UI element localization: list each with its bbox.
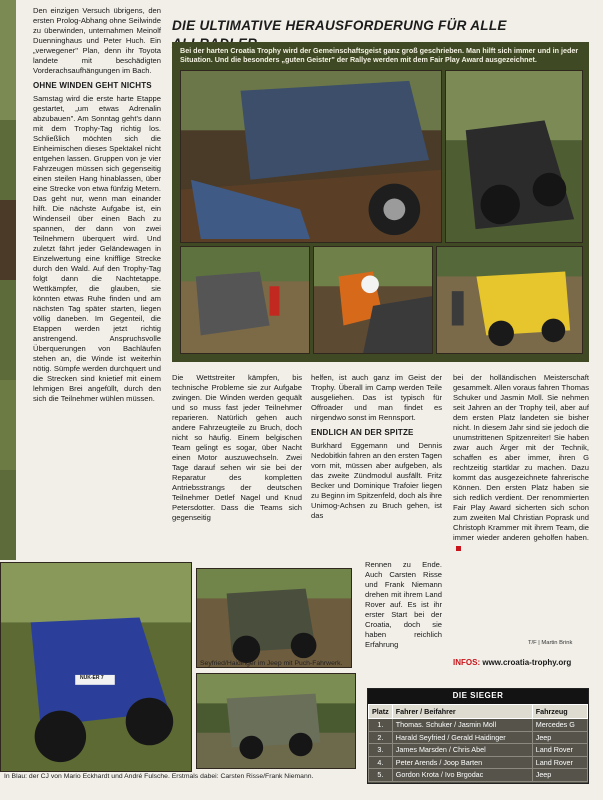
row-driver: Peter Arends / Joop Barten: [392, 756, 532, 769]
photo-rollover-team: [180, 246, 310, 354]
photo-quad-bike: [445, 70, 583, 243]
license-plate: NUK-ER 7: [80, 675, 104, 681]
intro-paragraph: Den einzigen Versuch übrigens, den ersten Prolog-Abhang ohne Seilwinde zu überwinden, unternahmen Meinolf Duenninghaus und Peter Huch. Ein „verwegener" Plan, denn ihr Toyota landete mit beschädigten Vorderachsaufhängungen im Bach.: [33, 6, 161, 76]
winches-paragraph: Samstag wird die erste harte Etappe gestartet, „um etwas Adrenalin abzubauen". Am Sonntag geht's dann mit dem Trophy-Tag richtig los. Schließlich möchten sich die Einheimischen dieses Spektakel nicht entgehen lassen. Gruppen von je vier Fahrzeugen müssen sich gegenseitig einen steilen Hang hinablassen, über eine Strecke von etwa fünfzig Metern. Das geht nur, wenn man einander hilft. Die nächste Aufgabe ist, ein Windenseil über einen Bach zu spannen, der dann von zwei Teilnehmern überquert wird. Und zuletzt fährt jeder Geländewagen in Einzelwertung eine knifflige Strecke durch den Wald. Auf den Trophy-Tag folgt dann die Nachtetappe. Wettkämpfer, die glauben, sie könnten etwas Ruhe finden und am nächsten Tag später starten, liegen völlig daneben. Im Gegenteil, die Etappen werden jetzt richtig anstrengend. Anspruchsvolle Überquerungen von Bachläufen stehen an, die Winde ist weiterhin nötig. Sümpfe werden durchquert und die Strecken sind knietief mit einem lehmigen Brei angefüllt, durch den sich die Teilnehmer wühlen müssen.: [33, 93, 161, 404]
row-driver: Thomas. Schuker / Jasmin Moll: [392, 719, 532, 732]
photo-seyfried-jeep: [196, 568, 352, 668]
top-photo-caption: Bei der harten Croatia Trophy wird der Gemeinschaftsgeist ganz groß geschrieben. Man hilft sich immer und in jeder Situation. Und die besonders „guten Geister" der Rallye werden mit dem Fair Play Award ausgezeichnet.: [180, 46, 579, 65]
row-place: 1.: [369, 719, 393, 732]
table-header-row: [369, 704, 588, 719]
table-row: [369, 769, 588, 782]
table-row: [369, 744, 588, 757]
left-edge-photo: [0, 0, 16, 560]
column-3-paragraph-2: Burkhard Eggemann und Dennis Nedobitkin fahren an den ersten Tagen vorn mit, müssen aber aufgeben, als das zweite Zündmodul ausfällt. Fritz Becker und Dominique Trafoier liegen zu Beginn im Spitzenfeld, doch als ihre Unimog-Achsen zu Bruch gehen, ist das: [311, 440, 442, 520]
row-vehicle: Jeep: [532, 731, 587, 744]
bottom-caption: In Blau: der CJ von Mario Eckhardt und André Fulsche. Erstmals dabei: Carsten Risse/Frank Niemann.: [4, 773, 314, 780]
infos-line: [453, 658, 571, 669]
row-driver: James Marsden / Chris Abel: [392, 744, 532, 757]
photo-credit: T/F | Martin Brink: [528, 640, 573, 646]
row-place: 3.: [369, 744, 393, 757]
column-2-paragraph: Die Wettstreiter kämpfen, bis technische Probleme sie zur Aufgabe zwingen. Die Winden werden gequält und so muss fast jeder Teilnehmer reparieren. Natürlich gehen auch andere Fahrzeugteile zu Bruch, doch nicht so häufig. Einem belgischen Team gelingt es sogar, über Nacht einen Motor auszuwechseln. Zwei Tage darauf sehen wir sie bei der Reparatur des kompletten Antriebsstrangs der deutschen Teilnehmer Detlef Nagel und Knud Petersdotter. Dass die Teams sich gegenseitig: [172, 373, 302, 523]
header-place: Platz: [369, 704, 393, 719]
section-heading-top: ENDLICH AN DER SPITZE: [311, 428, 414, 438]
photo-yellow-jeep: [436, 246, 583, 354]
table-row: [369, 719, 588, 732]
photo-overturned-car: [180, 70, 442, 243]
column-3-paragraph-3: Rennen zu Ende. Auch Carsten Risse und Frank Niemann drehen mit ihrem Land Rover auf. Es ist ihr erster Start bei der Croatia, doch sie haben reichlich Erfahrung: [365, 560, 442, 650]
winners-table-box: [367, 688, 589, 784]
row-place: 4.: [369, 756, 393, 769]
photo-land-rover-water: [196, 673, 356, 769]
jeep-photo-caption: Seyfried/Haidinger im Jeep mit Puch-Fahrwerk.: [200, 660, 343, 667]
column-3: [311, 373, 442, 521]
row-vehicle: Mercedes G: [532, 719, 587, 732]
row-vehicle: Jeep: [532, 769, 587, 782]
photo-blue-jeep: [0, 562, 192, 772]
table-row: [369, 756, 588, 769]
row-vehicle: Land Rover: [532, 756, 587, 769]
infos-url-link[interactable]: www.croatia-trophy.org: [482, 658, 572, 667]
winners-title: DIE SIEGER: [368, 689, 588, 704]
end-mark-icon: [456, 546, 461, 551]
row-vehicle: Land Rover: [532, 744, 587, 757]
row-driver: Harald Seyfried / Gerald Haidinger: [392, 731, 532, 744]
row-place: 2.: [369, 731, 393, 744]
winners-table: [368, 704, 588, 782]
header-driver: Fahrer / Beifahrer: [392, 704, 532, 719]
column-4-paragraph: bei der holländischen Meisterschaft gesammelt. Allen voraus fahren Thomas Schuker und Jasmin Moll. Sie nehmen seit Jahren an der Trophy teil, aber auf dem ersten Platz landeten sie bisher nicht. In diesem Jahr sind sie jedoch die unumstrittenen Spitzenreiter! Sie haben zwar auch Ärger mit der Technik, schaffen es aber immer, ihren G rechtzeitig startklar zu machen. Dazu kommt das ausgezeichnete fahrerische Können. Den ersten Platz haben sie sich redlich verdient. Der renommierten Fair Play Award sicherten sich schon zum zweiten Mal Christian Poprask und Christoph Krammer mit ihrem Team, die immer wieder anderen geholfen haben.: [453, 373, 589, 553]
infos-label: INFOS:: [453, 658, 481, 667]
article-headline: DIE ULTIMATIVE HERAUSFORDERUNG FÜR ALLE: [172, 18, 507, 33]
column-2: [172, 373, 302, 523]
header-vehicle: Fahrzeug: [532, 704, 587, 719]
column-4: [453, 373, 589, 553]
column-1: [33, 6, 161, 404]
row-place: 5.: [369, 769, 393, 782]
row-driver: Gordon Krota / Ivo Brgodac: [392, 769, 532, 782]
column-3-lower: [365, 560, 442, 650]
table-row: [369, 731, 588, 744]
column-3-paragraph-1: helfen, ist auch ganz im Geist der Trophy. Überall im Camp werden Teile ausgeliehen. Das ist typisch für Offroader und man findet es nirgendwo sonst im Rennsport.: [311, 373, 442, 423]
section-heading-winches: OHNE WINDEN GEHT NICHTS: [33, 81, 152, 91]
photo-winch-helmet: [313, 246, 433, 354]
